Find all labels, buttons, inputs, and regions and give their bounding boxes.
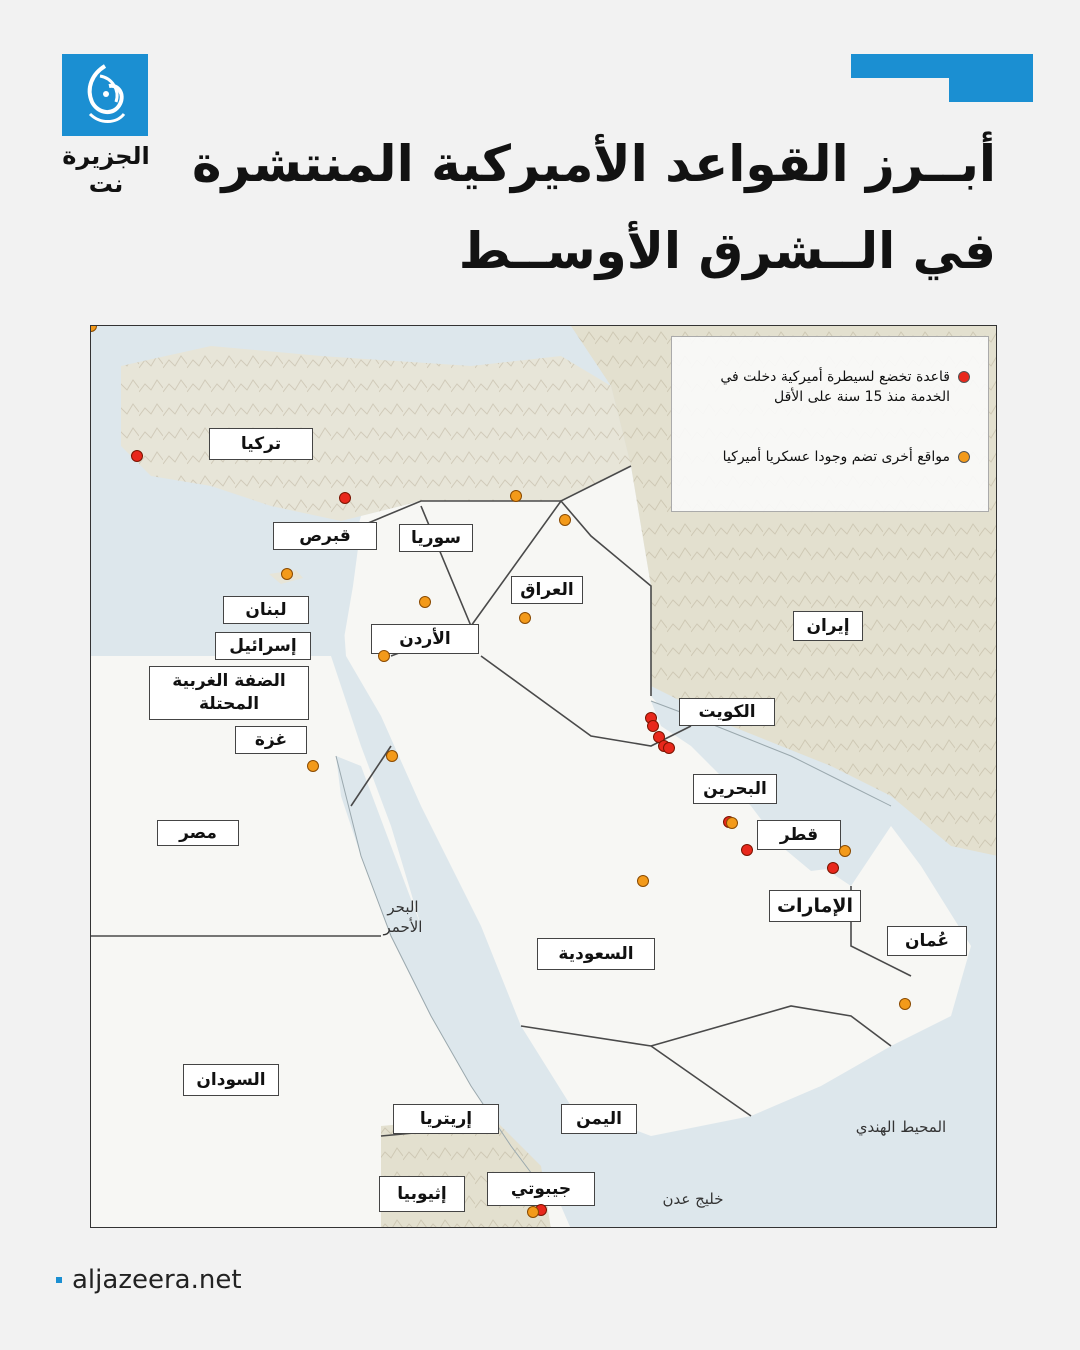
base-marker-orange <box>559 514 571 526</box>
base-marker-orange <box>378 650 390 662</box>
base-marker-orange <box>839 845 851 857</box>
label-djibouti: جيبوتي <box>487 1172 595 1206</box>
label-saudi: السعودية <box>537 938 655 970</box>
label-cyprus: قبرص <box>273 522 377 550</box>
base-marker-orange <box>419 596 431 608</box>
legend-row-orange <box>708 447 970 467</box>
base-marker-red <box>131 450 143 462</box>
page-title-line2: في الــشرق الأوســط <box>458 222 996 280</box>
base-marker-orange <box>899 998 911 1010</box>
label-lebanon: لبنان <box>223 596 309 624</box>
base-marker-orange <box>281 568 293 580</box>
base-marker-orange <box>519 612 531 624</box>
label-uae: الإمارات <box>769 890 861 922</box>
base-marker-red <box>339 492 351 504</box>
map-panel <box>90 325 997 1228</box>
base-marker-red <box>827 862 839 874</box>
base-marker-orange <box>510 490 522 502</box>
label-iraq: العراق <box>511 576 583 604</box>
label-israel: إسرائيل <box>215 632 311 660</box>
label-turkey: تركيا <box>209 428 313 460</box>
label-sudan: السودان <box>183 1064 279 1096</box>
footer-bullet-icon <box>56 1277 62 1283</box>
base-marker-orange <box>637 875 649 887</box>
footer-website: aljazeera.net <box>72 1265 242 1295</box>
label-kuwait: الكويت <box>679 698 775 726</box>
legend-row-red <box>708 367 970 408</box>
legend-orange-dot-icon <box>958 451 970 463</box>
accent-bar-notch <box>851 78 949 102</box>
base-marker-red <box>663 742 675 754</box>
legend-red-dot-icon <box>958 371 970 383</box>
label-syria: سوريا <box>399 524 473 552</box>
label-oman: عُمان <box>887 926 967 956</box>
map-legend <box>671 336 989 512</box>
label-ethiopia: إثيوبيا <box>379 1176 465 1212</box>
logo-mark <box>62 54 148 136</box>
label-iran: إيران <box>793 611 863 641</box>
legend-red-label: قاعدة تخضع لسيطرة أميركية دخلت في الخدمة منذ 15 سنة على الأقل <box>720 369 950 406</box>
legend-orange-label: مواقع أخرى تضم وجودا عسكريا أميركيا <box>722 449 950 465</box>
label-bahrain: البحرين <box>693 774 777 804</box>
base-marker-orange <box>307 760 319 772</box>
base-marker-orange <box>726 817 738 829</box>
label-red-sea: البحر الأحمر <box>383 898 423 936</box>
logo-calligraphy-icon <box>62 54 148 136</box>
label-gaza: غزة <box>235 726 307 754</box>
label-eritrea: إريتريا <box>393 1104 499 1134</box>
label-egypt: مصر <box>157 820 239 846</box>
base-marker-orange <box>386 750 398 762</box>
label-indian-ocean: المحيط الهندي <box>855 1118 947 1136</box>
label-west-bank: الضفة الغربية المحتلة <box>149 666 309 720</box>
label-jordan: الأردن <box>371 624 479 654</box>
label-yemen: اليمن <box>561 1104 637 1134</box>
footer <box>56 1265 242 1295</box>
label-qatar: قطر <box>757 820 841 850</box>
page-title-line1: أبــرز القواعد الأميركية المنتشرة <box>191 135 996 193</box>
base-marker-red <box>741 844 753 856</box>
brand-name: الجزيرة نت <box>62 142 150 198</box>
label-gulf-of-aden: خليج عدن <box>662 1190 724 1208</box>
base-marker-orange <box>527 1206 539 1218</box>
